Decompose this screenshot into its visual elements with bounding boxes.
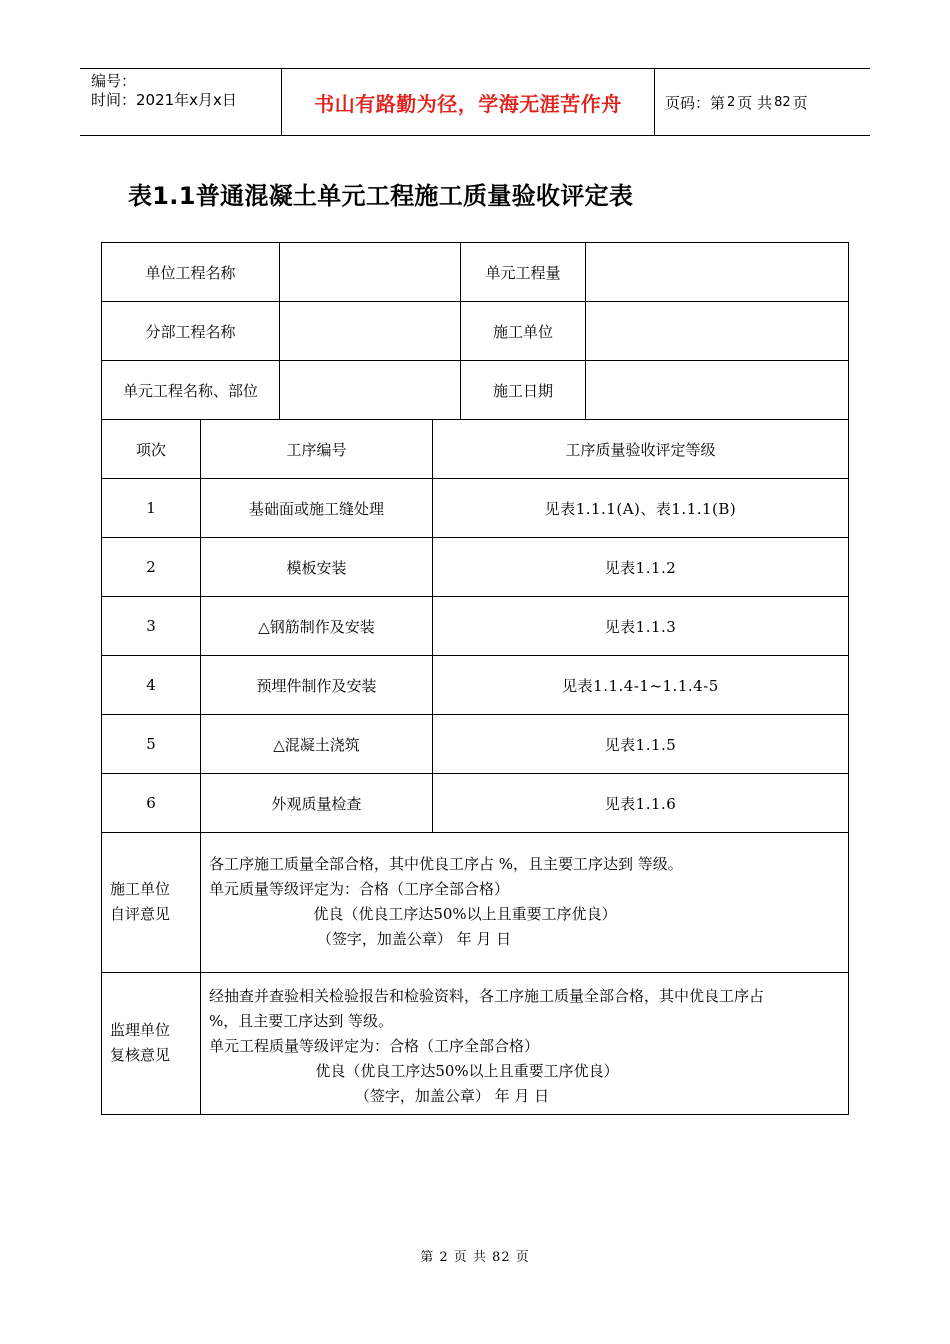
table-row-index: 3	[146, 617, 156, 635]
supervisor-eval-text	[209, 984, 845, 1109]
info-value-element-location[interactable]	[280, 361, 460, 419]
supervisor-eval-label	[110, 1018, 198, 1068]
table-row-process: 模板安装	[286, 558, 347, 577]
info-label-element-location: 单元工程名称、部位	[122, 381, 258, 400]
table-row-grade: 见表1.1.4-1~1.1.4-5	[562, 676, 719, 695]
doc-time: 时间：2021年x月x日	[91, 91, 237, 109]
supervisor-eval-line5: （签字，加盖公章） 年 月 日	[354, 1087, 550, 1105]
table-row-index: 4	[146, 676, 156, 694]
page-suffix: 页	[792, 94, 808, 112]
page-footer: 第 2 页 共 82 页	[420, 1250, 530, 1265]
info-value-division-project[interactable]	[280, 302, 460, 360]
table-row-index: 1	[146, 499, 156, 517]
page-title: 表1.1普通混凝土单元工程施工质量验收评定表	[128, 182, 634, 210]
page-mid: 页 共	[737, 94, 773, 112]
table-row-process: △混凝土浇筑	[273, 735, 360, 754]
info-label-construction-date: 施工日期	[492, 381, 553, 400]
table-row-process: 基础面或施工缝处理	[248, 499, 384, 518]
self-eval-label	[110, 877, 198, 927]
info-value-contractor[interactable]	[586, 302, 848, 360]
page-total: 82	[774, 95, 791, 110]
self-eval-line3: 优良（优良工序达50%以上且重要工序优良）	[313, 905, 617, 923]
self-eval-line1: 各工序施工质量全部合格，其中优良工序占 %，且主要工序达到 等级。	[209, 855, 683, 873]
table-row-index: 2	[146, 558, 156, 576]
self-eval-label-line2: 自评意见	[110, 905, 171, 923]
col-header-process: 工序编号	[286, 440, 347, 459]
table-row-grade: 见表1.1.1(A)、表1.1.1(B)	[544, 499, 737, 518]
supervisor-eval-label-line2: 复核意见	[110, 1046, 171, 1064]
supervisor-eval-line1: 经抽查并查验相关检验报告和检验资料，各工序施工质量全部合格，其中优良工序占	[209, 987, 765, 1005]
supervisor-eval-label-line1: 监理单位	[110, 1021, 171, 1039]
self-eval-line4: （签字，加盖公章） 年 月 日	[316, 930, 512, 948]
info-label-unit-quantity: 单元工程量	[485, 263, 561, 282]
col-header-index: 项次	[135, 440, 166, 459]
page-prefix: 页码：第	[665, 94, 726, 112]
self-eval-line2: 单元质量等级评定为：合格（工序全部合格）	[209, 880, 510, 898]
evaluation-table	[101, 242, 849, 1115]
table-row-process: △钢筋制作及安装	[258, 617, 375, 636]
info-value-construction-date[interactable]	[586, 361, 848, 419]
info-label-contractor: 施工单位	[492, 322, 553, 341]
self-eval-text	[209, 852, 841, 952]
table-row-grade: 见表1.1.3	[604, 617, 677, 636]
info-label-division-project: 分部工程名称	[145, 322, 236, 341]
supervisor-eval-line2: %，且主要工序达到 等级。	[209, 1012, 394, 1030]
self-eval-label-line1: 施工单位	[110, 880, 171, 898]
supervisor-eval-line3: 单元工程质量等级评定为：合格（工序全部合格）	[209, 1037, 540, 1055]
table-row-index: 6	[146, 794, 156, 812]
col-header-grade: 工序质量验收评定等级	[565, 440, 716, 459]
header-page-number	[655, 69, 870, 136]
info-value-unit-quantity[interactable]	[586, 243, 848, 301]
table-row-grade: 见表1.1.6	[604, 794, 677, 813]
table-row-index: 5	[146, 735, 156, 753]
info-value-unit-project[interactable]	[280, 243, 460, 301]
page-current: 2	[727, 95, 736, 110]
table-row-process: 预埋件制作及安装	[256, 676, 377, 695]
table-row-grade: 见表1.1.5	[604, 735, 677, 754]
supervisor-eval-line4: 优良（优良工序达50%以上且重要工序优良）	[315, 1062, 619, 1080]
header-motto: 书山有路勤为径，学海无涯苦作舟	[282, 69, 655, 136]
page-header	[80, 68, 870, 136]
table-row-grade: 见表1.1.2	[604, 558, 677, 577]
doc-code-label: 编号：	[91, 72, 137, 90]
header-meta	[80, 69, 282, 136]
info-label-unit-project: 单位工程名称	[145, 263, 236, 282]
table-row-process: 外观质量检查	[271, 794, 362, 813]
